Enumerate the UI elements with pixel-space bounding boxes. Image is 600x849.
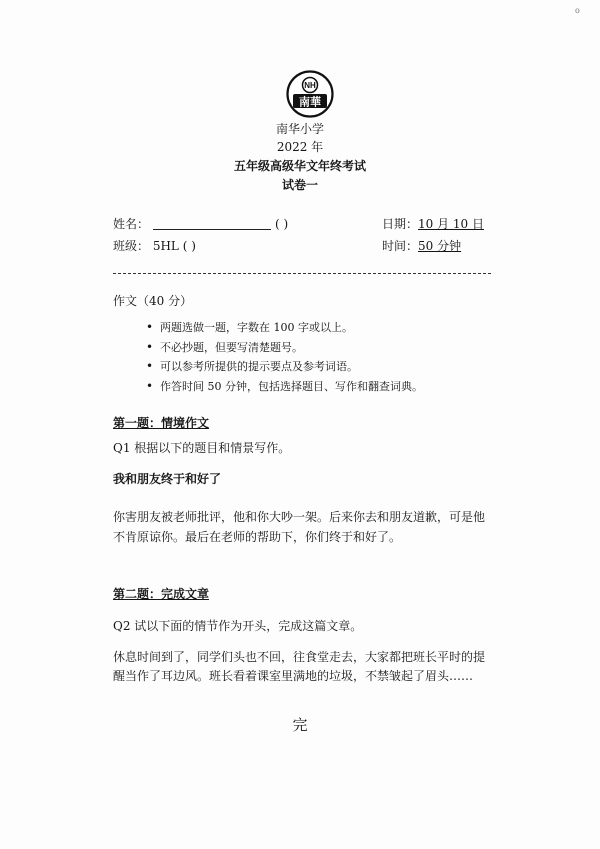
question1-topic: 我和朋友终于和好了	[113, 472, 222, 486]
instruction-item: • 不必抄题，但要写清楚题号。	[146, 338, 423, 358]
question2-heading: 第二题：完成文章	[113, 587, 210, 601]
date-value: 10 月 10 日	[418, 217, 484, 231]
question1-scenario: 你害朋友被老师批评，他和你大吵一架。后来你去和朋友道歉，可是他不肯原谅你。最后在老师的帮助下，你们终于和好了。	[113, 510, 486, 544]
end-mark: 完	[292, 716, 308, 734]
paper-label: 试卷一	[281, 178, 318, 192]
question2-prompt: Q2 试以下面的情节作为开头，完成这篇文章。	[113, 619, 363, 633]
name-label: 姓名：	[113, 217, 150, 231]
class-field: 班级： 5HL ( )	[113, 239, 196, 253]
instruction-item: • 作答时间 50 分钟，包括选择题目、写作和翻查词典。	[146, 377, 423, 397]
logo-name-text: 南華	[299, 95, 321, 109]
date-label: 日期：	[382, 217, 419, 231]
corner-mark: o	[575, 6, 580, 15]
time-value: 50 分钟	[418, 239, 462, 253]
instruction-item: • 可以参考所提供的提示要点及参考词语。	[146, 357, 423, 377]
name-input-line[interactable]	[153, 229, 271, 230]
question2-passage: 休息时间到了，同学们头也不回，往食堂走去，大家都把班长平时的提醒当作了耳边风。班长看着课室里满地的垃圾，不禁皱起了眉头……	[113, 650, 486, 683]
dashed-divider	[113, 273, 491, 274]
instruction-list	[146, 318, 423, 396]
name-number-paren: ( )	[275, 217, 289, 231]
instruction-item: • 两题选做一题，字数在 100 字或以上。	[146, 318, 423, 338]
time-label: 时间：	[382, 239, 419, 253]
school-name: 南华小学	[275, 122, 324, 136]
question1-heading: 第一题：情境作文	[113, 416, 210, 430]
composition-title: 作文（40 分）	[113, 294, 193, 308]
logo-badge-text: NH	[304, 81, 316, 91]
exam-title: 五年级高级华文年终考试	[233, 159, 366, 173]
school-logo	[286, 70, 334, 118]
question1-prompt: Q1 根据以下的题目和情景写作。	[113, 441, 291, 455]
exam-year: 2022 年	[276, 140, 324, 154]
